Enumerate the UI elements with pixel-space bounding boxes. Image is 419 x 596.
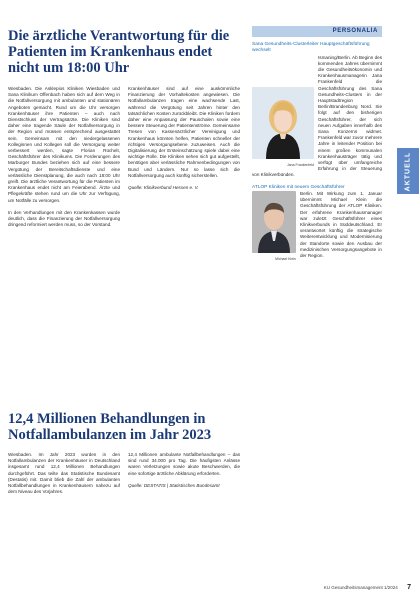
personalia-sidebar [252, 26, 382, 586]
personalia-text [252, 55, 382, 179]
article-2-body [8, 452, 240, 501]
article-column-1 [8, 86, 120, 234]
personalia-paragraph: Ismaning/Berlin. Ab Beginn des kommenden Jahres übernimmt die Gesundheitsökonomin und Krankenhausmanagerin Jana Frankenfeld die Geschäftsführung des Sana Gesundheits-Clusters in der Hauptstadtregion Berlin/Brandenburg Nord. Sie folgt auf den bisherigen Geschäftsführer, der sich neuen Aufgaben innerhalb des Sana Konzerns widmet. Frankenfeld war zuvor mehrere Jahre in leitender Position bei einem großen kommunalen Krankenhausträger tätig und verfügt über umfangreiche Erfahrung in der Steuerung von Klinikverbünden. [252, 54, 382, 178]
portrait-image [252, 191, 296, 253]
article-2-column-1 [8, 452, 120, 501]
personalia-lead: ATLOP Kliniken mit neuem Geschäftsführer [252, 184, 345, 190]
sidebar-header: PERSONALIA [252, 26, 382, 37]
personalia-lead: Sana Gesundheits-Clusterleiter Hauptgeschäftsführung wechselt [252, 42, 370, 54]
section-tab [397, 148, 419, 194]
portrait-klein [252, 191, 296, 262]
article-paragraph: Wiesbaden. Die Asklepios Kliniken Wiesbaden und Sana Klinikum Offenbach haben sich auf dem Weg in die Notfallversorgung mit ambulanten und stationären Angeboten gemacht. Rund um die Uhr versorgen Krankenhäuser ihre Patienten – auch nach Dienstschluss der Vertragsärzte. Die Kliniken sind daher eine tragende Säule der Notfallversorgung in der Region und müssen entsprechend ausgestattet sein. Gemeinsam mit den niedergelassenen Kolleginnen und Kollegen soll die Versorgung weiter verbessert werden, sagte Florian Rüchelt, Geschäftsführer des Klinikums. Die Forderungen des Marburger Bundes beziehen sich auf eine bessere Vergütung der Bereitschaftsdienste und eine verlässliche Dienstplanung, die auch nach 18:00 Uhr greift. Die ärztliche Verantwortung für die Patienten im Krankenhaus endet nicht am Feierabend. Ärzte und Pflegekräfte stehen rund um die Uhr zur Verfügung, um Notfälle zu versorgen. [8, 86, 120, 203]
article-headline: Die ärztliche Verantwortung für die Patienten im Krankenhaus endet nicht um 18:00 Uhr [8, 28, 230, 76]
portrait-caption: Michael Klein [275, 257, 296, 262]
article-column-2 [128, 86, 240, 234]
article-headline-2: 12,4 Millionen Behandlungen in Notfallambulanzen im Jahr 2023 [8, 411, 212, 443]
article-2-column-2 [128, 452, 240, 501]
page-number: 7 [407, 584, 411, 591]
publication-name: KU Gesundheitsmanagement 1/2024 [323, 585, 398, 590]
article-source: Quelle: Klinikverbund Hessen e. V. [128, 185, 199, 191]
article-paragraph: Krankenhäuser sind auf eine auskömmliche Finanzierung der Vorhaltekosten angewiesen. Die Notfallambulanzen tragen eine wachsende Last, während die Vergütung seit Jahren hinter den tatsächlichen Kosten zurückbleibt. Die Kliniken fordern daher eine Anpassung der Pauschalen sowie eine bessere Steuerung der Patientenströme. Gemeinsame Tresen von Kassenärztlicher Vereinigung und Krankenhaus könnten helfen, Patienten schneller der richtigen Versorgungsebene zuzuweisen. Auch die Digitalisierung der Ersteinschätzung spiele dabei eine wichtige Rolle. Die Kliniken sehen sich gut aufgestellt, benötigen aber verlässliche Rahmenbedingungen von Bund und Ländern. Nur so lasse sich die Notfallversorgung auch künftig sicherstellen. [128, 86, 240, 178]
article-source: Quelle: DESTATIS | Statistisches Bundesamt [128, 482, 220, 488]
portrait-caption: Jana Frankenfeld [286, 162, 314, 167]
personalia-paragraph: Berlin. Mit Wirkung zum 1. Januar übernimmt Michael Klein die Geschäftsführung der ATLOP Kliniken. Der erfahrene Krankenhausmanager war zuletzt Geschäftsführer eines Klinikverbunds in Süddeutschland. Er verantwortet künftig die strategische Weiterentwicklung und Modernisierung der Standorte sowie den Ausbau der medizinischen Versorgungsangebote in der Region. [300, 190, 382, 258]
article-paragraph: Wiesbaden. Im Jahr 2023 wurden in den Notfallambulanzen der Krankenhäuser in Deutschland insgesamt rund 12,4 Millionen Behandlungen durchgeführt. Das teilte das Statistische Bundesamt (Destatis) mit. Damit blieb die Zahl der ambulanten Notfallbehandlungen in Krankenhäusern nahezu auf dem Niveau des Vorjahres. [8, 452, 120, 495]
article-paragraph: In den Verhandlungen mit den Krankenkassen wurde deutlich, dass die Finanzierung der Notfallversorgung dringend reformiert werden muss, so der Vorstand. [8, 209, 120, 228]
personalia-text [252, 190, 382, 262]
portrait-frankenfeld [252, 87, 314, 168]
section-tab-label: AKTUELL [404, 151, 412, 191]
page-footer [324, 584, 411, 591]
article-body [8, 86, 240, 234]
article-paragraph: 12,4 Millionen ambulante Notfallbehandlungen – das sind rund 34.000 pro Tag. Die häufigsten Anlässe waren Verletzungen sowie akute Beschwerden, die eine sofortige ärztliche Abklärung erforderten. [128, 452, 240, 476]
portrait-image [252, 87, 314, 159]
